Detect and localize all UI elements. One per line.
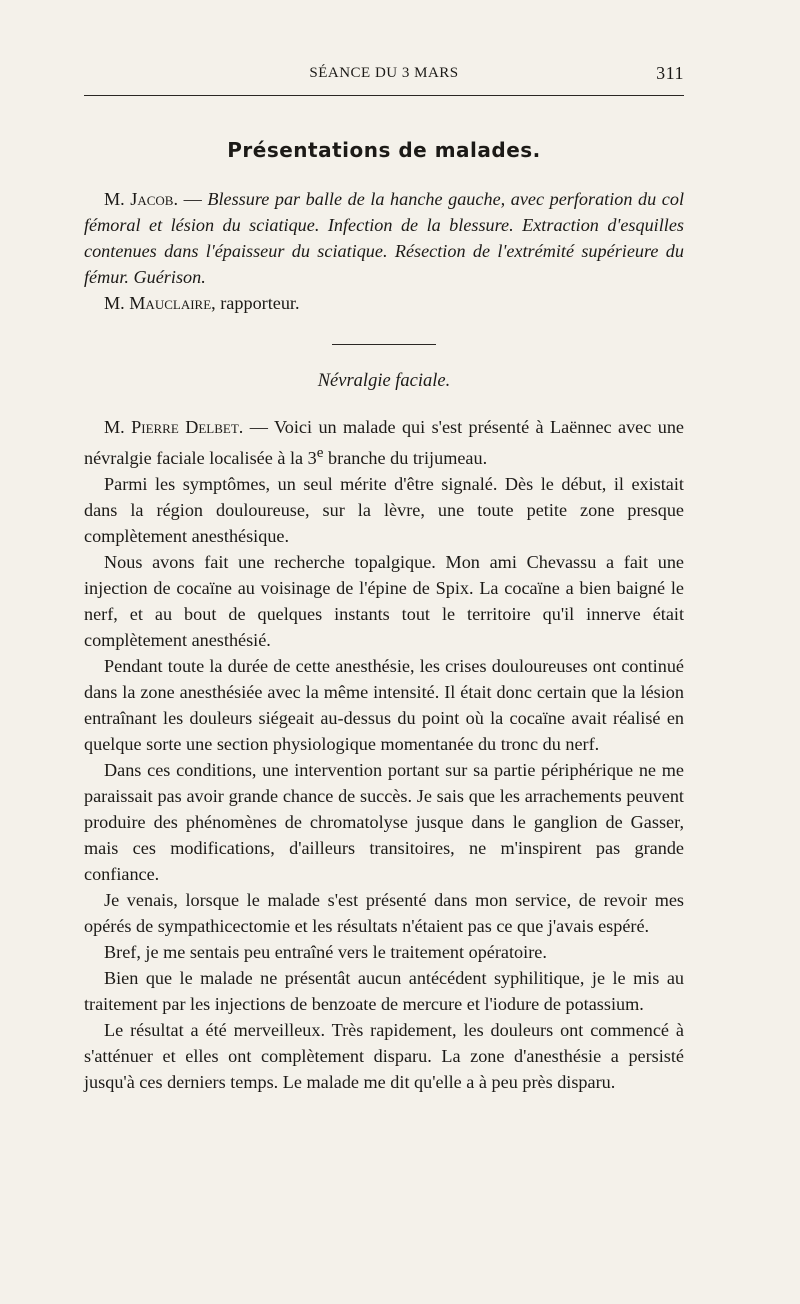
- case-delbet-body: [84, 414, 684, 1095]
- paragraph: Bien que le malade ne présentât aucun antécédent syphilitique, je le mis au traitement par les injections de benzoate de mercure et l'iodure de potassium.: [84, 968, 684, 1015]
- paragraph: Je venais, lorsque le malade s'est présenté dans mon service, de revoir mes opérés de sympathicectomie et les résultats n'étaient pas ce que j'avais espéré.: [84, 890, 684, 937]
- running-title: SÉANCE DU 3 MARS: [309, 65, 459, 81]
- paragraph: Pendant toute la durée de cette anesthésie, les crises douloureuses ont continué dans la zone anesthésiée avec la même intensité. Il était donc certain que la lésion entraînant les douleurs siégeait au-dessus du point où la cocaïne avait réalisé en quelque sorte une section physiologique momentanée du tronc du nerf.: [84, 656, 684, 755]
- paragraph: Le résultat a été merveilleux. Très rapidement, les douleurs ont commencé à s'atténuer et elles ont complètement disparu. La zone d'anesthésie a persisté jusqu'à ces derniers temps. Le malade me dit qu'elle a à peu près disparu.: [84, 1020, 684, 1093]
- case-jacob-subject: Blessure par balle de la hanche gauche, avec perforation du col fémoral et lésion du sciatique. Infection de la blessure. Extraction d'esquilles contenues dans l'épaisseur du sciatique. Résection de l'extrémité supérieure du fémur. Guérison.: [84, 189, 684, 287]
- page: [84, 55, 684, 1095]
- case-delbet-author: M. Pierre Delbet.: [104, 417, 244, 437]
- ordinal-superscript: e: [316, 444, 324, 461]
- intro-text-end: branche du trijumeau.: [323, 448, 488, 469]
- rapporteur-name: M. Mauclaire: [104, 293, 212, 313]
- paragraph-intro: [84, 414, 684, 471]
- case-jacob-rapporteur: [84, 290, 684, 316]
- header-rule: [84, 95, 684, 96]
- case-jacob-author: M. Jacob.: [104, 189, 179, 209]
- paragraph: Dans ces conditions, une intervention portant sur sa partie périphérique ne me paraissait pas avoir grande chance de succès. Je sais que les arrachements peuvent produire des phénomènes de chromatolyse jusque dans le ganglion de Gasser, mais ces modifications, d'ailleurs transitoires, ne m'inspirent pas grande confiance.: [84, 760, 684, 885]
- paragraph: Bref, je me sentais peu entraîné vers le traitement opératoire.: [104, 942, 547, 963]
- paragraph: Nous avons fait une recherche topalgique. Mon ami Chevassu a fait une injection de cocaïne au voisinage de l'épine de Spix. La cocaïne a bien baigné le nerf, et au bout de quelques instants tout le territoire qu'il innerve était complètement anesthésié.: [84, 552, 684, 651]
- section-divider: [332, 344, 436, 345]
- case-jacob: [84, 186, 684, 316]
- intro-text: Voici un malade qui s'est présenté à Laënnec avec une névralgie faciale localisée à la 3: [84, 417, 684, 469]
- page-number: 311: [656, 63, 684, 83]
- case-jacob-heading: [84, 186, 684, 290]
- case-jacob-dash: —: [178, 189, 208, 209]
- case-delbet-dash: —: [243, 417, 274, 437]
- section-title: Présentations de malades.: [227, 138, 541, 162]
- case-delbet-title: Névralgie faciale.: [317, 371, 451, 391]
- running-head: [84, 55, 684, 89]
- rapporteur-role: , rapporteur.: [211, 293, 300, 313]
- paragraph: Parmi les symptômes, un seul mérite d'être signalé. Dès le début, il existait dans la région douloureuse, sur la lèvre, une toute petite zone presque complètement anesthésique.: [84, 474, 684, 547]
